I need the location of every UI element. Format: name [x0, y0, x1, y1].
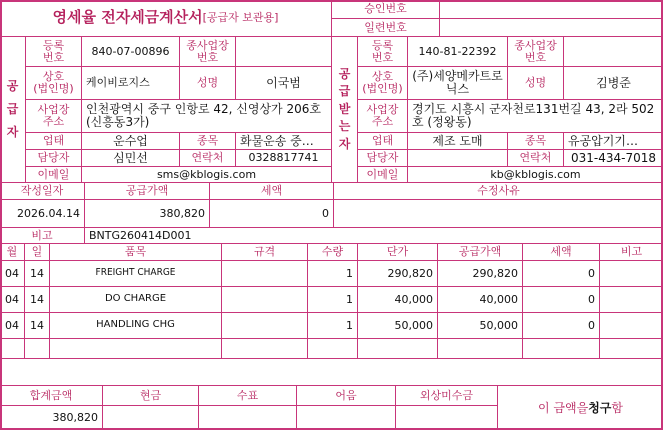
item-month: 04 — [0, 261, 25, 287]
item-name — [50, 339, 222, 359]
item-day: 14 — [25, 261, 50, 287]
total-tax-amount: 0 — [210, 200, 334, 228]
buyer-sub-biz-no — [564, 37, 663, 67]
buyer-biz-item: 유공압기기… — [564, 133, 663, 150]
items-header-qty: 수량 — [308, 244, 358, 261]
item-spec — [222, 261, 308, 287]
issue-date-label: 작성일자 — [0, 183, 85, 200]
buyer-biz-type-label: 업태 — [358, 133, 408, 150]
supplier-company: 케이비로지스 — [82, 67, 180, 100]
item-qty: 1 — [308, 287, 358, 313]
check-label: 수표 — [199, 386, 297, 406]
supplier-biz-type: 운수업 — [82, 133, 180, 150]
supplier-company-label: 상호 (법인명) — [26, 67, 82, 100]
buyer-manager — [408, 150, 508, 167]
buyer-side-label: 공 급 받 는 자 — [332, 37, 358, 183]
supplier-biz-item: 화물운송 중… — [236, 133, 332, 150]
supplier-sub-biz-no-label: 종사업장 번호 — [180, 37, 236, 67]
total-amount: 380,820 — [0, 406, 103, 430]
serial-number-label: 일련번호 — [332, 19, 440, 37]
supplier-sub-biz-no — [236, 37, 332, 67]
buyer-contact-label: 연락처 — [508, 150, 564, 167]
supplier-contact: 0328817741 — [236, 150, 332, 167]
buyer-biz-type: 제조 도매 — [408, 133, 508, 150]
item-tax: 0 — [523, 287, 600, 313]
tax-amount-label: 세액 — [210, 183, 334, 200]
items-blank-area — [0, 359, 663, 386]
claim-statement — [498, 386, 663, 430]
claim-suffix: 함 — [611, 400, 623, 415]
supplier-biz-item-label: 종목 — [180, 133, 236, 150]
item-spec — [222, 287, 308, 313]
item-unit-price: 290,820 — [358, 261, 438, 287]
supplier-address-label: 사업장 주소 — [26, 100, 82, 133]
note-bill-label: 어음 — [297, 386, 396, 406]
buyer-reg-no: 140-81-22392 — [408, 37, 508, 67]
supplier-email: sms@kblogis.com — [82, 167, 332, 183]
receivable-label: 외상미수금 — [396, 386, 498, 406]
buyer-ceo: 김병준 — [564, 67, 663, 100]
item-unit-price — [358, 339, 438, 359]
item-spec — [222, 339, 308, 359]
claim-word: 청구 — [588, 400, 612, 415]
buyer-address: 경기도 시흥시 군자천로131번길 43, 2라 502호 (정왕동) — [408, 100, 663, 133]
items-header-item: 품목 — [50, 244, 222, 261]
item-spec — [222, 313, 308, 339]
supplier-reg-no-label: 등록 번호 — [26, 37, 82, 67]
approval-number-label: 승인번호 — [332, 0, 440, 19]
items-header-month: 월 — [0, 244, 25, 261]
total-amount-label: 합계금액 — [0, 386, 103, 406]
supplier-side-label: 공 급 자 — [0, 37, 26, 183]
items-header-unit-price: 단가 — [358, 244, 438, 261]
cash-amount — [103, 406, 199, 430]
supplier-contact-label: 연락처 — [180, 150, 236, 167]
supplier-reg-no: 840-07-00896 — [82, 37, 180, 67]
item-remark — [600, 261, 663, 287]
revision-reason — [334, 200, 663, 228]
buyer-address-label: 사업장 주소 — [358, 100, 408, 133]
supplier-ceo-label: 성명 — [180, 67, 236, 100]
approval-number-value — [440, 0, 663, 19]
items-header-spec: 규격 — [222, 244, 308, 261]
claim-prefix: 이 금액을 — [538, 400, 589, 415]
issue-date: 2026.04.14 — [0, 200, 85, 228]
item-day: 14 — [25, 313, 50, 339]
total-supply-amount: 380,820 — [85, 200, 210, 228]
supplier-ceo: 이국범 — [236, 67, 332, 100]
cash-label: 현금 — [103, 386, 199, 406]
buyer-biz-item-label: 종목 — [508, 133, 564, 150]
buyer-manager-label: 담당자 — [358, 150, 408, 167]
buyer-sub-biz-no-label: 종사업장 번호 — [508, 37, 564, 67]
item-qty: 1 — [308, 261, 358, 287]
revision-reason-label: 수정사유 — [334, 183, 663, 200]
item-remark — [600, 287, 663, 313]
invoice-copy-type: [공급자 보관용] — [202, 11, 279, 25]
invoice-title: 영세율 전자세금계산서 — [52, 8, 203, 27]
item-day: 14 — [25, 287, 50, 313]
items-header-day: 일 — [25, 244, 50, 261]
item-month: 04 — [0, 313, 25, 339]
buyer-contact: 031-434-7018 — [564, 150, 663, 167]
check-amount — [199, 406, 297, 430]
item-supply: 50,000 — [438, 313, 523, 339]
item-supply: 40,000 — [438, 287, 523, 313]
item-tax — [523, 339, 600, 359]
buyer-email: kb@kblogis.com — [408, 167, 663, 183]
buyer-company: (주)세양메카트로닉스 — [408, 67, 508, 100]
note-label: 비고 — [0, 228, 85, 244]
note-value: BNTG260414D001 — [85, 228, 663, 244]
supplier-manager: 심민선 — [82, 150, 180, 167]
note-bill-amount — [297, 406, 396, 430]
item-tax: 0 — [523, 261, 600, 287]
receivable-amount — [396, 406, 498, 430]
supplier-biz-type-label: 업태 — [26, 133, 82, 150]
item-supply: 290,820 — [438, 261, 523, 287]
item-qty: 1 — [308, 313, 358, 339]
supplier-email-label: 이메일 — [26, 167, 82, 183]
item-unit-price: 40,000 — [358, 287, 438, 313]
item-name: HANDLING CHG — [50, 313, 222, 339]
items-header-remark: 비고 — [600, 244, 663, 261]
supply-amount-label: 공급가액 — [85, 183, 210, 200]
item-name: DO CHARGE — [50, 287, 222, 313]
buyer-company-label: 상호 (법인명) — [358, 67, 408, 100]
serial-number-value — [440, 19, 663, 37]
items-header-tax: 세액 — [523, 244, 600, 261]
item-month — [0, 339, 25, 359]
item-supply — [438, 339, 523, 359]
invoice-title-cell — [0, 0, 332, 37]
item-remark — [600, 339, 663, 359]
item-month: 04 — [0, 287, 25, 313]
item-name: FREIGHT CHARGE — [50, 261, 222, 287]
buyer-email-label: 이메일 — [358, 167, 408, 183]
item-unit-price: 50,000 — [358, 313, 438, 339]
item-tax: 0 — [523, 313, 600, 339]
item-remark — [600, 313, 663, 339]
supplier-manager-label: 담당자 — [26, 150, 82, 167]
items-header-supply: 공급가액 — [438, 244, 523, 261]
buyer-reg-no-label: 등록 번호 — [358, 37, 408, 67]
item-day — [25, 339, 50, 359]
item-qty — [308, 339, 358, 359]
supplier-address: 인천광역시 중구 인항로 42, 신영상가 206호 (신흥동3가) — [82, 100, 332, 133]
buyer-ceo-label: 성명 — [508, 67, 564, 100]
